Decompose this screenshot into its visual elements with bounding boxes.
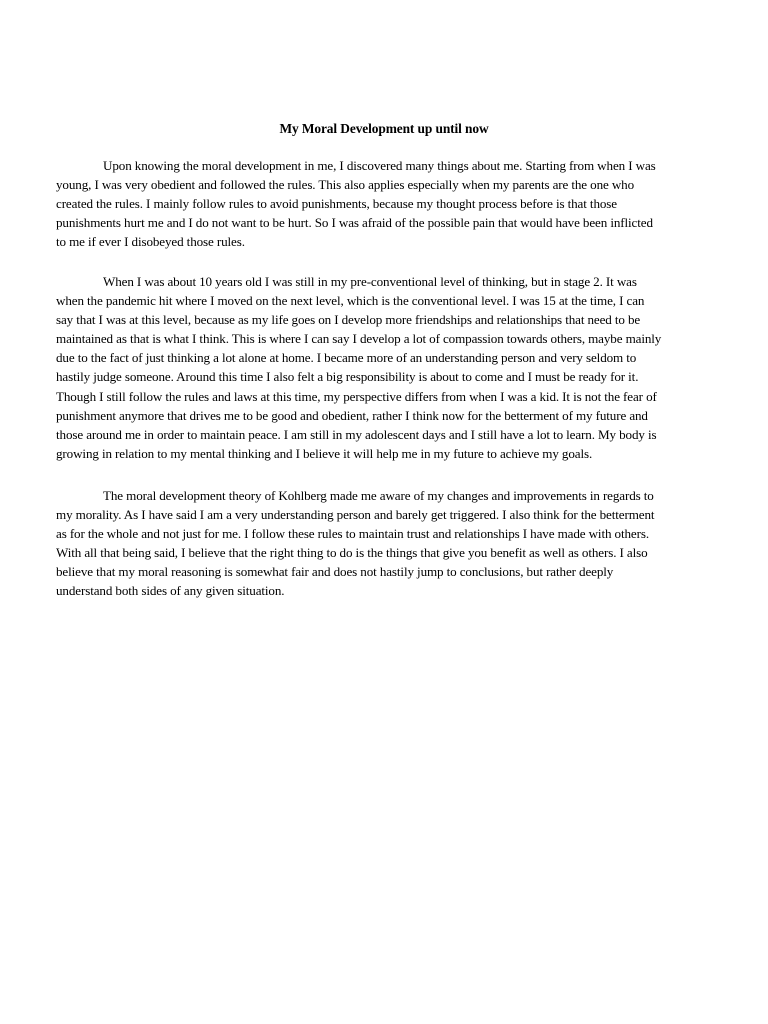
paragraph-line: say that I was at this level, because as my life goes on I develop more friendships and relationships that need to be	[56, 312, 641, 328]
paragraph-1	[56, 156, 716, 251]
paragraph-3	[56, 486, 716, 601]
paragraph-line: due to the fact of just thinking a lot alone at home. I became more of an understanding person and very seldom to	[56, 350, 637, 366]
paragraph-line: With all that being said, I believe that the right thing to do is the things that give you benefit as well as others. I also	[56, 545, 648, 561]
paragraph-line: Though I still follow the rules and laws at this time, my perspective differs from when I was a kid. It is not the fear of	[56, 388, 657, 404]
paragraph-line: punishments hurt me and I do not want to be hurt. So I was afraid of the possible pain that would have been inflicted	[56, 215, 653, 231]
paragraph-line: to me if ever I disobeyed those rules.	[56, 234, 245, 250]
paragraph-line: The moral development theory of Kohlberg made me aware of my changes and improvements in regards to	[103, 488, 654, 503]
paragraph-line: those around me in order to maintain peace. I am still in my adolescent days and I still have a lot to learn. My body is	[56, 426, 657, 442]
paragraph-line: believe that my moral reasoning is somewhat fair and does not hastily jump to conclusions, but rather deeply	[56, 564, 614, 580]
paragraph-2	[56, 272, 716, 463]
paragraph-line: growing in relation to my mental thinking and I believe it will help me in my future to achieve my goals.	[56, 445, 593, 461]
paragraph-line: young, I was very obedient and followed the rules. This also applies especially when my parents are the one who	[56, 177, 635, 193]
paragraph-line: When I was about 10 years old I was still in my pre-conventional level of thinking, but in stage 2. It was	[103, 274, 637, 289]
paragraph-line: maintained as that is what I think. This is where I can say I develop a lot of compassion towards others, maybe mainly	[56, 331, 662, 347]
paragraph-line: as for the whole and not just for me. I follow these rules to maintain trust and relationships I have made with others.	[56, 526, 649, 542]
paragraph-line: punishment anymore that drives me to be good and obedient, rather I think now for the betterment of my future and	[56, 407, 648, 423]
paragraph-line: hastily judge someone. Around this time I also felt a big responsibility is about to come and I must be ready for it.	[56, 369, 639, 385]
paragraph-line: understand both sides of any given situation.	[56, 583, 285, 599]
paragraph-line: Upon knowing the moral development in me, I discovered many things about me. Starting from when I was	[103, 158, 656, 173]
paragraph-line: when the pandemic hit where I moved on the next level, which is the conventional level. I was 15 at the time, I can	[56, 293, 645, 309]
paragraph-line: created the rules. I mainly follow rules to avoid punishments, because my thought process before is that those	[56, 196, 617, 212]
document-title: My Moral Development up until now	[279, 121, 489, 136]
paragraph-line: my morality. As I have said I am a very understanding person and barely get triggered. I also think for the betterment	[56, 507, 655, 523]
